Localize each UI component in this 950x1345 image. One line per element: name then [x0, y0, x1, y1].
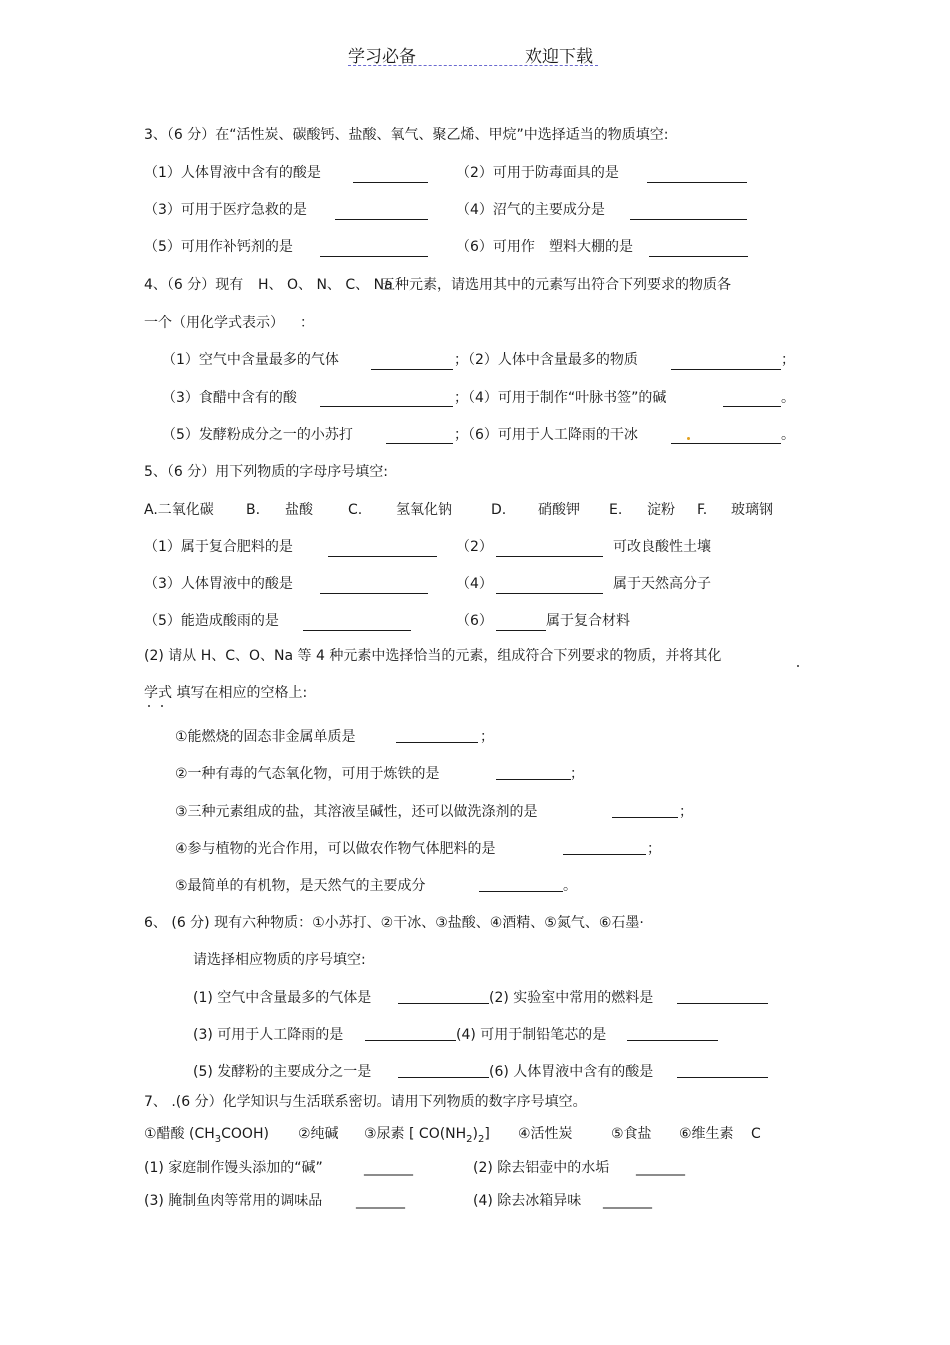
q7-option-1 — [144, 1125, 269, 1149]
q7-blank-4[interactable]: _______ — [603, 1193, 652, 1209]
q5-option-b: 盐酸 — [285, 502, 313, 518]
q4-blank-4[interactable] — [723, 406, 781, 407]
q5-option-d-letter: D. — [491, 502, 507, 518]
q6-blank-4[interactable] — [627, 1040, 718, 1041]
q6-item-6: (6) 人体胃液中含有的酸是 — [489, 1064, 654, 1080]
q5b-semi-2: ； — [570, 766, 584, 782]
q5b-blank-3[interactable] — [612, 817, 678, 818]
q4-semi-1: ； — [781, 352, 795, 368]
q7-blank-3[interactable]: _______ — [356, 1193, 405, 1209]
q4-title-rest: 五种元素，请选用其中的元素写出符合下列要求的物质各 — [381, 277, 731, 293]
q4-colon: ： — [300, 315, 314, 331]
q5-option-f: 玻璃钢 — [731, 502, 773, 518]
q3-item-5: （5）可用作补钙剂的是 — [144, 239, 293, 255]
q5b-period: 。 — [563, 878, 577, 894]
q7-title: 7、 .(6 分）化学知识与生活联系密切。请用下列物质的数字序号填空。 — [144, 1094, 587, 1110]
q5-option-b-letter: B. — [246, 502, 261, 518]
q3-blank-5[interactable] — [320, 256, 428, 257]
q5-item-3: （3）人体胃液中的酸是 — [144, 576, 293, 592]
q7-blank-2[interactable]: _______ — [636, 1160, 685, 1176]
q3-item-6: （6）可用作 — [456, 239, 535, 255]
q5b-blank-5[interactable] — [479, 891, 563, 892]
q3-blank-3[interactable] — [335, 219, 428, 220]
q7-option-3-text: ③尿素 [ CO(NH — [364, 1126, 467, 1142]
q6-blank-3[interactable] — [365, 1040, 456, 1041]
q4-blank-6[interactable] — [671, 443, 781, 444]
q6-blank-1[interactable] — [398, 1003, 489, 1004]
header-left: 学习必备 — [348, 47, 416, 67]
q4-item-6: ；（6）可用于人工降雨的干冰 — [454, 427, 638, 443]
emphasis-dot — [161, 705, 163, 707]
q4-item-1: （1）空气中含量最多的气体 — [162, 352, 339, 368]
q5-blank-3[interactable] — [320, 593, 428, 594]
q4-title-line2: 一个（用化学式表示） — [144, 315, 284, 331]
q5-blank-1[interactable] — [328, 556, 437, 557]
q6-item-4: (4) 可用于制铅笔芯的是 — [456, 1027, 607, 1043]
q7-option-3-sub2: 2 — [478, 1133, 485, 1145]
q5-item-4-rest: 属于天然高分子 — [613, 576, 711, 592]
q7-option-5: ⑤食盐 — [611, 1126, 652, 1142]
q5-item-4: （4） — [456, 576, 493, 592]
q6-item-2: (2) 实验室中常用的燃料是 — [489, 990, 654, 1006]
q5-option-c: 氢氧化钠 — [396, 502, 452, 518]
q3-item-2: （2）可用于防毒面具的是 — [456, 165, 619, 181]
q4-period-2: 。 — [781, 427, 795, 443]
q7-item-1: (1) 家庭制作馒头添加的“碱” — [144, 1160, 323, 1176]
q4-title: 4、（6 分）现有 — [144, 277, 244, 293]
q7-item-3: (3) 腌制鱼肉等常用的调味品 — [144, 1193, 323, 1209]
q5b-semi-4: ； — [647, 841, 661, 857]
q3-item-4: （4）沼气的主要成分是 — [456, 202, 605, 218]
q4-blank-2[interactable] — [671, 369, 781, 370]
q5b-item-1: ①能燃烧的固态非金属单质是 — [175, 729, 356, 745]
q7-option-6: ⑥维生素 — [679, 1126, 734, 1142]
q5-item-2-rest: 可改良酸性土壤 — [613, 539, 711, 555]
q6-blank-2[interactable] — [677, 1003, 768, 1004]
q3-blank-1[interactable] — [353, 182, 428, 183]
q3-blank-2[interactable] — [647, 182, 747, 183]
q4-item-2: ；（2）人体中含量最多的物质 — [454, 352, 638, 368]
q5b-title: (2) 请从 H、C、O、Na 等 4 种元素中选择恰当的元素，组成符合下列要求的物质，并将其化 — [144, 648, 722, 664]
q3-item-6-rest: 塑料大棚的是 — [549, 239, 633, 255]
q7-blank-1[interactable]: _______ — [364, 1160, 413, 1176]
q6-blank-6[interactable] — [677, 1077, 768, 1078]
q3-item-3: （3）可用于医疗急救的是 — [144, 202, 307, 218]
q5b-item-3: ③三种元素组成的盐，其溶液呈碱性，还可以做洗涤剂的是 — [175, 804, 538, 820]
q7-item-4: (4) 除去冰箱异味 — [473, 1193, 582, 1209]
q4-item-5: （5）发酵粉成分之一的小苏打 — [162, 427, 353, 443]
header-right: 欢迎下载 — [525, 47, 593, 67]
q5-title: 5、（6 分）用下列物质的字母序号填空: — [144, 464, 388, 480]
orange-dot-mark — [687, 437, 690, 440]
q6-item-3: (3) 可用于人工降雨的是 — [193, 1027, 344, 1043]
q3-title: 3、（6 分）在“活性炭、碳酸钙、盐酸、氧气、聚乙烯、甲烷”中选择适当的物质填空: — [144, 127, 669, 143]
q5-item-5: （5）能造成酸雨的是 — [144, 613, 279, 629]
q3-blank-4[interactable] — [630, 219, 747, 220]
q5b-semi-1: ； — [480, 729, 494, 745]
q5-blank-2[interactable] — [496, 556, 603, 557]
q5b-semi-3: ； — [679, 804, 693, 820]
q5-option-a: A.二氧化碳 — [144, 502, 214, 518]
q5b-item-2: ②一种有毒的气态氧化物，可用于炼铁的是 — [175, 766, 440, 782]
q7-option-3-close: ] — [484, 1126, 490, 1142]
q5-option-e: 淀粉 — [647, 502, 675, 518]
q6-title: 6、 (6 分) 现有六种物质：①小苏打、②干冰、③盐酸、④酒精、⑤氮气、⑥石墨· — [144, 915, 644, 931]
q3-blank-6[interactable] — [649, 256, 748, 257]
header-divider — [348, 65, 598, 66]
q5-item-6-rest: 属于复合材料 — [546, 613, 630, 629]
q5-option-e-letter: E. — [609, 502, 623, 518]
q4-blank-5[interactable] — [386, 443, 453, 444]
q5b-item-4: ④参与植物的光合作用，可以做农作物气体肥料的是 — [175, 841, 496, 857]
q7-option-1-sub: 3 — [214, 1133, 222, 1145]
q7-option-3 — [364, 1125, 490, 1149]
q5-blank-4[interactable] — [496, 593, 603, 594]
q5b-blank-1[interactable] — [396, 742, 478, 743]
q6-item-5: (5) 发酵粉的主要成分之一是 — [193, 1064, 372, 1080]
q4-item-4: ；（4）可用于制作“叶脉书签”的碱 — [454, 390, 667, 406]
q5b-item-5: ⑤最简单的有机物，是天然气的主要成分 — [175, 878, 426, 894]
q5-option-c-letter: C. — [348, 502, 363, 518]
q4-period-1: 。 — [781, 390, 795, 406]
q7-option-2: ②纯碱 — [298, 1126, 339, 1142]
q3-item-1: （1）人体胃液中含有的酸是 — [144, 165, 321, 181]
q7-option-6-c: C — [751, 1126, 761, 1142]
q4-blank-1[interactable] — [371, 369, 453, 370]
q5-option-f-letter: F. — [697, 502, 708, 518]
q4-item-3: （3）食醋中含有的酸 — [162, 390, 297, 406]
q5-item-1: （1）属于复合肥料的是 — [144, 539, 293, 555]
q7-option-3-paren: ) — [472, 1126, 479, 1142]
q6-blank-5[interactable] — [398, 1077, 489, 1078]
q5-blank-6[interactable] — [496, 630, 546, 631]
q5-item-2: （2） — [456, 539, 493, 555]
q7-option-1-text: ①醋酸 (CH — [144, 1126, 215, 1142]
q4-elements: H、 O、 N、 C、 Na — [258, 277, 393, 293]
q5b-blank-4[interactable] — [563, 854, 646, 855]
q5b-title-line2: 学式 填写在相应的空格上: — [144, 685, 308, 701]
q5-item-6: （6） — [456, 613, 493, 629]
q7-item-2: (2) 除去铝壶中的水垢 — [473, 1160, 610, 1176]
q7-option-1-end: COOH) — [221, 1126, 269, 1142]
q5-blank-5[interactable] — [303, 630, 411, 631]
emphasis-dot — [148, 705, 150, 707]
q4-blank-3[interactable] — [320, 406, 453, 407]
q6-subtitle: 请选择相应物质的序号填空: — [193, 952, 366, 968]
q7-option-3-sub: 2 — [466, 1133, 473, 1145]
stray-dot — [797, 665, 799, 667]
q5b-blank-2[interactable] — [496, 779, 571, 780]
q5-option-d: 硝酸钾 — [538, 502, 580, 518]
page-header — [348, 40, 598, 66]
q6-item-1: (1) 空气中含量最多的气体是 — [193, 990, 372, 1006]
q7-option-4: ④活性炭 — [518, 1126, 573, 1142]
